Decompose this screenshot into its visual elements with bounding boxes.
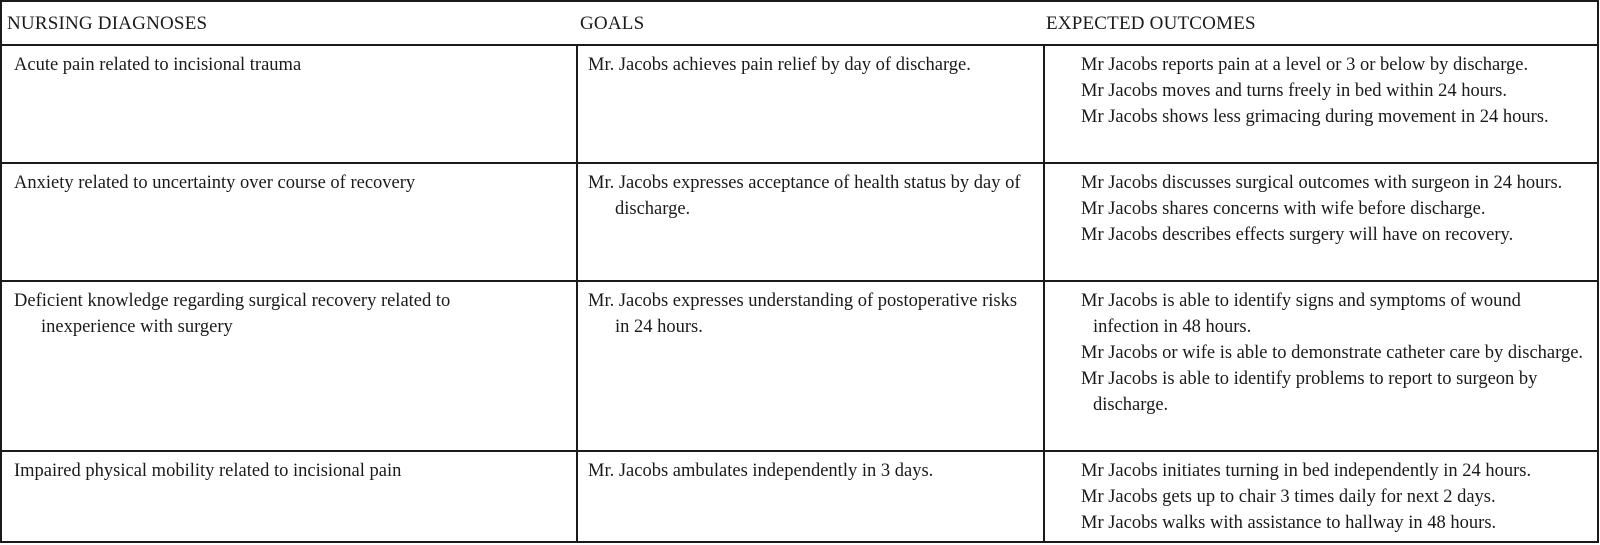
outcome-item: Mr Jacobs shows less grimacing during movement in 24 hours.: [1081, 107, 1549, 127]
table-row: [2, 164, 1597, 282]
outcome-item: Mr Jacobs is able to identify signs and symptoms of wound infection in 48 hours.: [1081, 291, 1521, 337]
goal-cell: Mr. Jacobs expresses acceptance of health status by day of discharge.: [588, 173, 1021, 219]
outcome-item: Mr Jacobs initiates turning in bed independently in 24 hours.: [1081, 461, 1532, 481]
goal-cell: Mr. Jacobs achieves pain relief by day of discharge.: [588, 55, 971, 75]
outcome-item: Mr Jacobs walks with assistance to hallway in 48 hours.: [1081, 513, 1497, 533]
table-row: [2, 46, 1597, 164]
outcome-item: Mr Jacobs moves and turns freely in bed within 24 hours.: [1081, 81, 1507, 101]
outcome-item: Mr Jacobs gets up to chair 3 times daily for next 2 days.: [1081, 487, 1496, 507]
outcome-item: Mr Jacobs reports pain at a level or 3 or below by discharge.: [1081, 55, 1529, 75]
header-expected-outcomes: EXPECTED OUTCOMES: [1046, 13, 1256, 34]
outcome-item: Mr Jacobs is able to identify problems to report to surgeon by discharge.: [1081, 369, 1538, 415]
outcome-item: Mr Jacobs discusses surgical outcomes with surgeon in 24 hours.: [1081, 173, 1563, 193]
table-row: [2, 282, 1597, 452]
table-row: [2, 452, 1597, 545]
outcome-item: Mr Jacobs or wife is able to demonstrate catheter care by discharge.: [1081, 343, 1584, 363]
goal-cell: Mr. Jacobs ambulates independently in 3 days.: [588, 461, 934, 481]
diagnosis-cell: Anxiety related to uncertainty over course of recovery: [14, 173, 416, 193]
table-header: [2, 2, 1597, 46]
outcome-item: Mr Jacobs shares concerns with wife before discharge.: [1081, 199, 1486, 219]
diagnosis-cell: Acute pain related to incisional trauma: [14, 55, 302, 75]
outcomes-cell: [1081, 46, 1586, 162]
goal-cell: Mr. Jacobs expresses understanding of postoperative risks in 24 hours.: [588, 291, 1018, 337]
header-nursing-diagnoses: NURSING DIAGNOSES: [7, 13, 208, 34]
outcomes-cell: [1081, 282, 1586, 450]
outcomes-cell: [1081, 164, 1586, 280]
diagnosis-cell: Deficient knowledge regarding surgical recovery related to inexperience with surgery: [14, 291, 451, 337]
diagnosis-cell: Impaired physical mobility related to incisional pain: [14, 461, 402, 481]
outcome-item: Mr Jacobs describes effects surgery will have on recovery.: [1081, 225, 1514, 245]
outcomes-cell: [1081, 452, 1586, 545]
header-goals: GOALS: [580, 13, 645, 34]
